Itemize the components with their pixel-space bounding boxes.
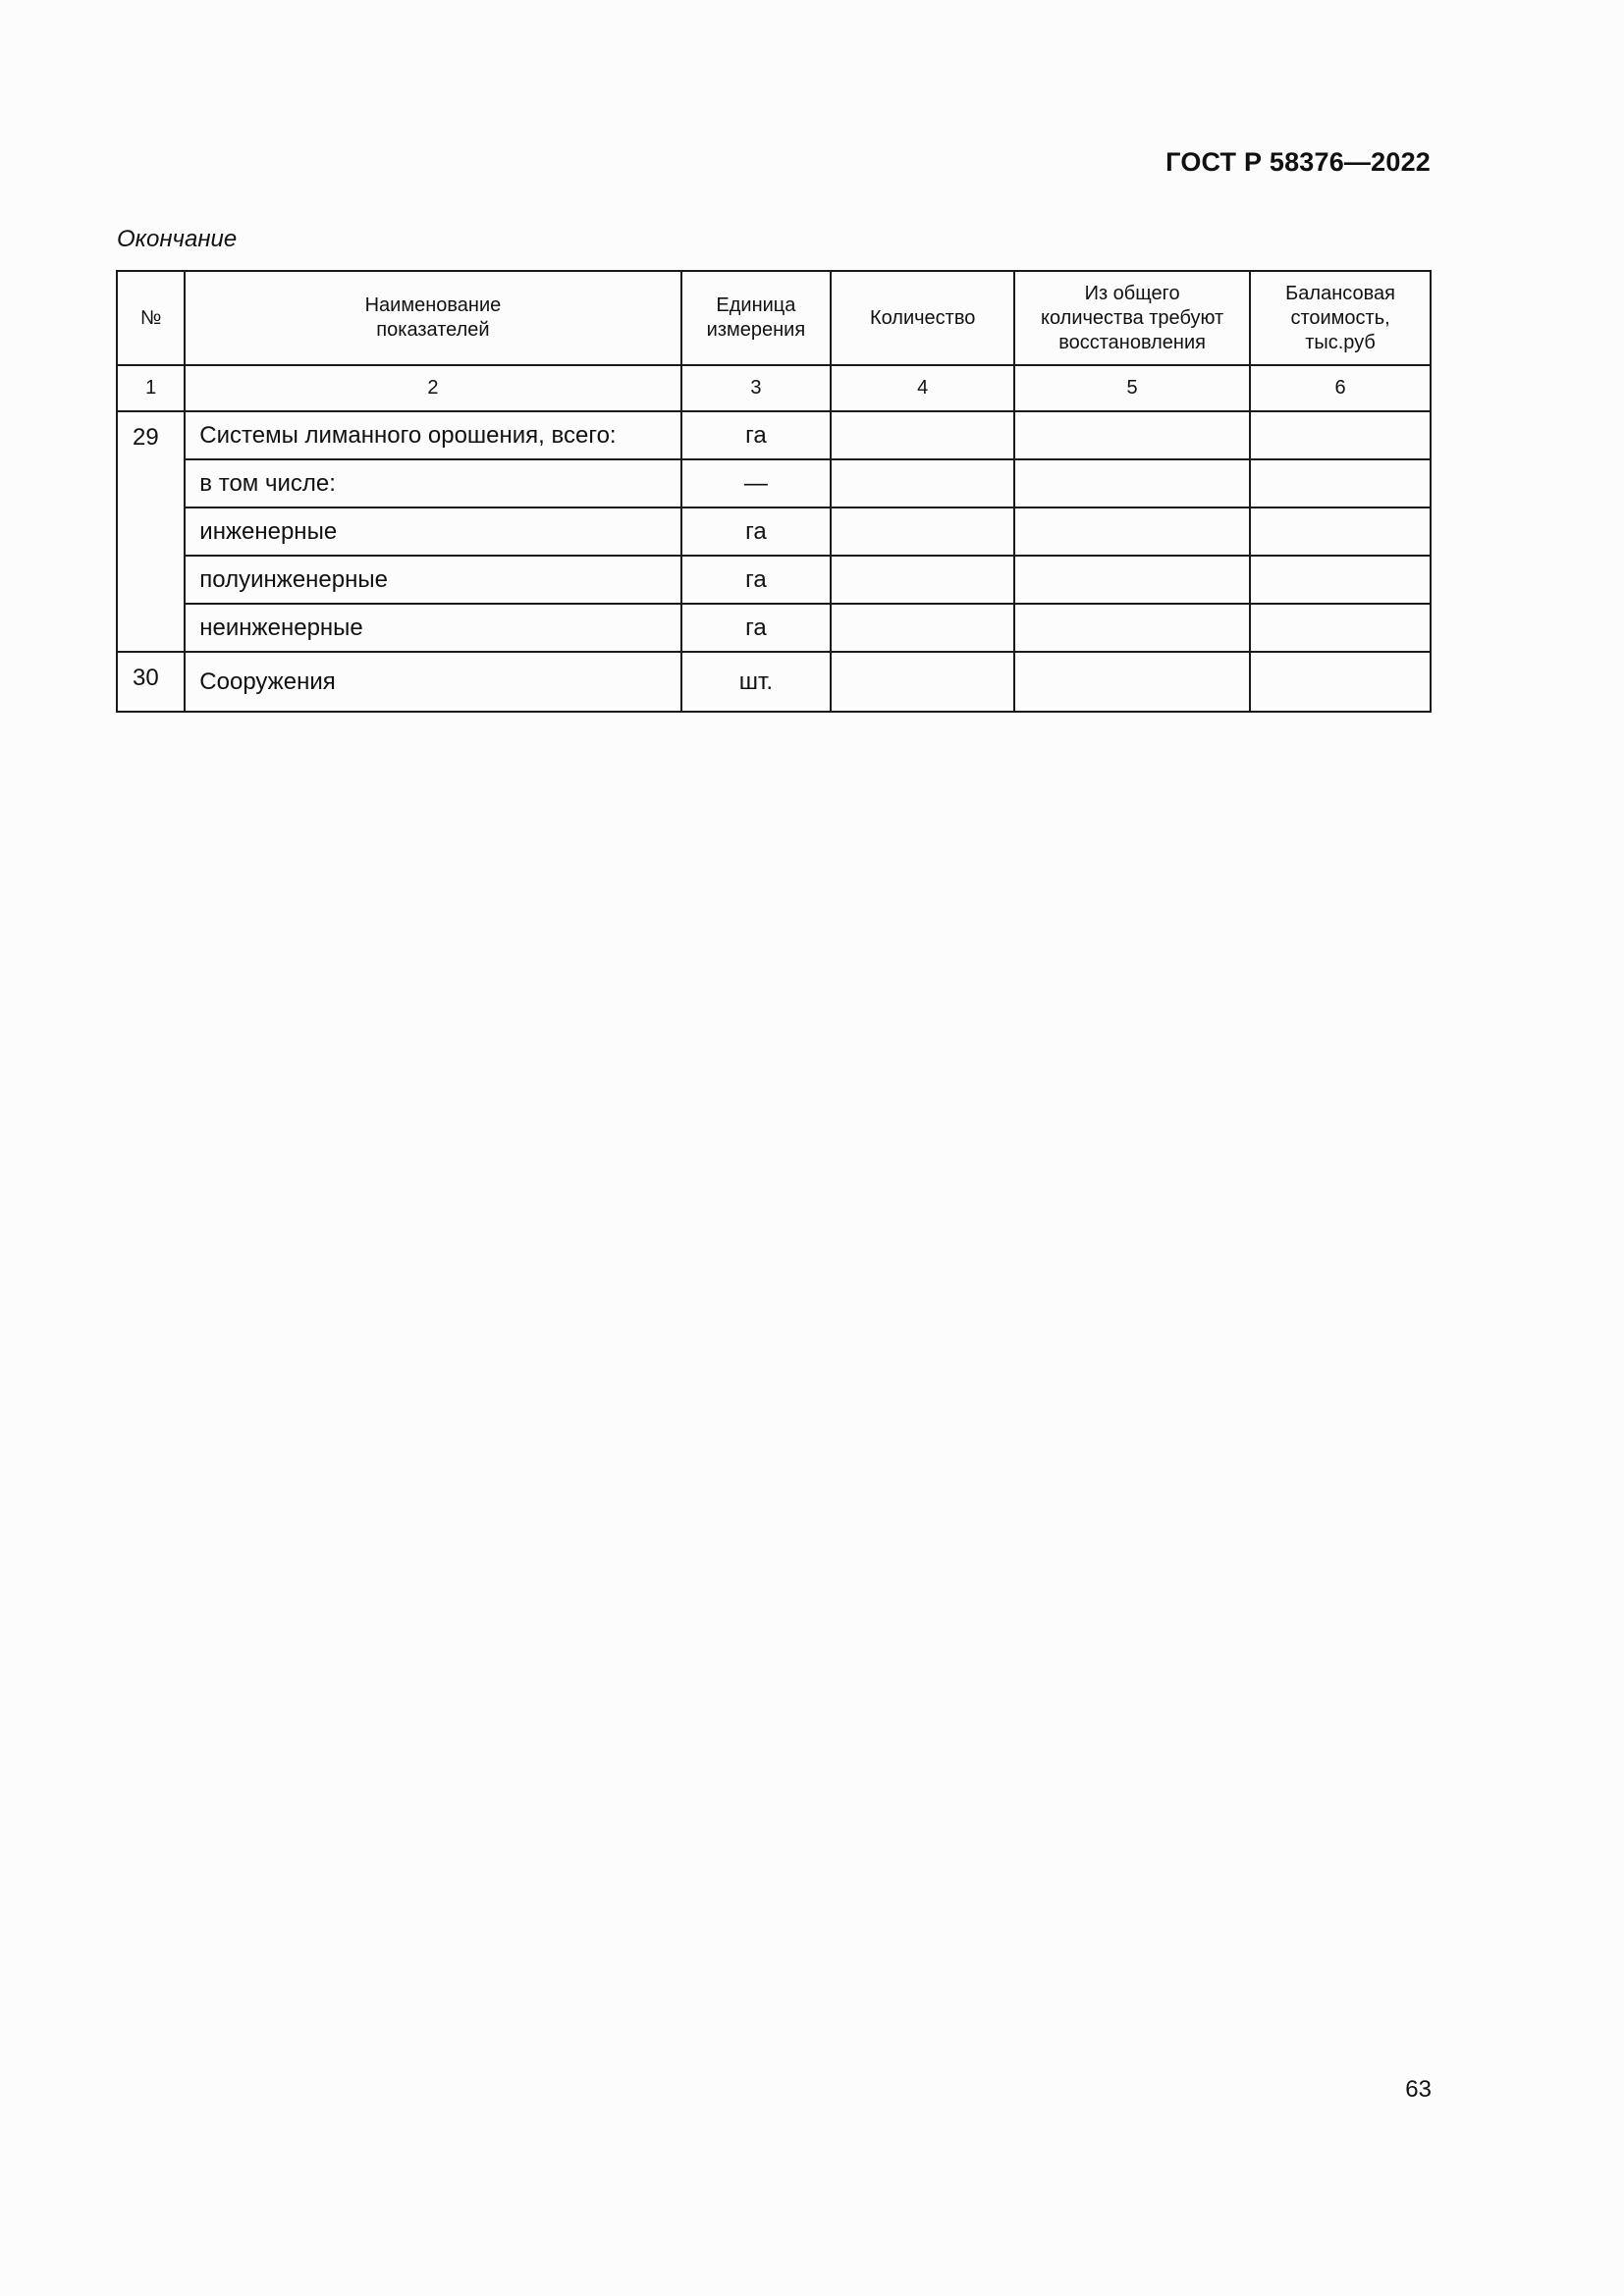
table-header-row xyxy=(117,271,1431,365)
table-row xyxy=(117,507,1431,556)
restoration-cell xyxy=(1014,556,1250,604)
header-number: № xyxy=(117,271,185,365)
table-row xyxy=(117,556,1431,604)
page-number: 63 xyxy=(1405,2076,1432,2103)
column-number: 5 xyxy=(1014,365,1250,411)
unit-cell: га xyxy=(681,507,832,556)
indicators-table xyxy=(116,270,1432,713)
restoration-cell xyxy=(1014,507,1250,556)
header-text: Балансовая стоимость, тыс.руб xyxy=(1285,282,1395,353)
column-number: 4 xyxy=(831,365,1014,411)
document-code: ГОСТ Р 58376—2022 xyxy=(1165,147,1431,177)
header-book-value xyxy=(1250,271,1431,365)
quantity-cell xyxy=(831,459,1014,507)
quantity-cell xyxy=(831,556,1014,604)
header-indicator-name xyxy=(185,271,680,365)
header-text: Единица измерения xyxy=(706,294,806,341)
column-number: 3 xyxy=(681,365,832,411)
indicator-name: Сооружения xyxy=(185,652,680,712)
indicator-name: в том числе: xyxy=(185,459,680,507)
table-continuation-caption: Окончание xyxy=(117,226,238,252)
table-row xyxy=(117,459,1431,507)
restoration-cell xyxy=(1014,604,1250,652)
book-value-cell xyxy=(1250,411,1431,459)
header-need-restoration xyxy=(1014,271,1250,365)
column-number: 1 xyxy=(117,365,185,411)
header-quantity: Количество xyxy=(831,271,1014,365)
unit-cell: шт. xyxy=(681,652,832,712)
header-text: Наименование показателей xyxy=(364,294,502,341)
column-number: 2 xyxy=(185,365,680,411)
book-value-cell xyxy=(1250,652,1431,712)
book-value-cell xyxy=(1250,604,1431,652)
header-unit xyxy=(681,271,832,365)
restoration-cell xyxy=(1014,411,1250,459)
column-number: 6 xyxy=(1250,365,1431,411)
unit-cell: га xyxy=(681,604,832,652)
book-value-cell xyxy=(1250,507,1431,556)
table-row xyxy=(117,652,1431,712)
header-text: Из общего количества требуют восстановления xyxy=(1040,282,1224,353)
indicator-name: полуинженерные xyxy=(185,556,680,604)
indicator-name: Системы лиманного орошения, всего: xyxy=(185,411,680,459)
table-row xyxy=(117,411,1431,459)
indicator-name: инженерные xyxy=(185,507,680,556)
quantity-cell xyxy=(831,507,1014,556)
restoration-cell xyxy=(1014,652,1250,712)
row-number: 30 xyxy=(117,652,185,712)
restoration-cell xyxy=(1014,459,1250,507)
column-number-row xyxy=(117,365,1431,411)
book-value-cell xyxy=(1250,556,1431,604)
unit-cell: га xyxy=(681,411,832,459)
row-number: 29 xyxy=(117,411,185,652)
book-value-cell xyxy=(1250,459,1431,507)
unit-cell: — xyxy=(681,459,832,507)
indicator-name: неинженерные xyxy=(185,604,680,652)
quantity-cell xyxy=(831,411,1014,459)
unit-cell: га xyxy=(681,556,832,604)
table-row xyxy=(117,604,1431,652)
quantity-cell xyxy=(831,652,1014,712)
quantity-cell xyxy=(831,604,1014,652)
